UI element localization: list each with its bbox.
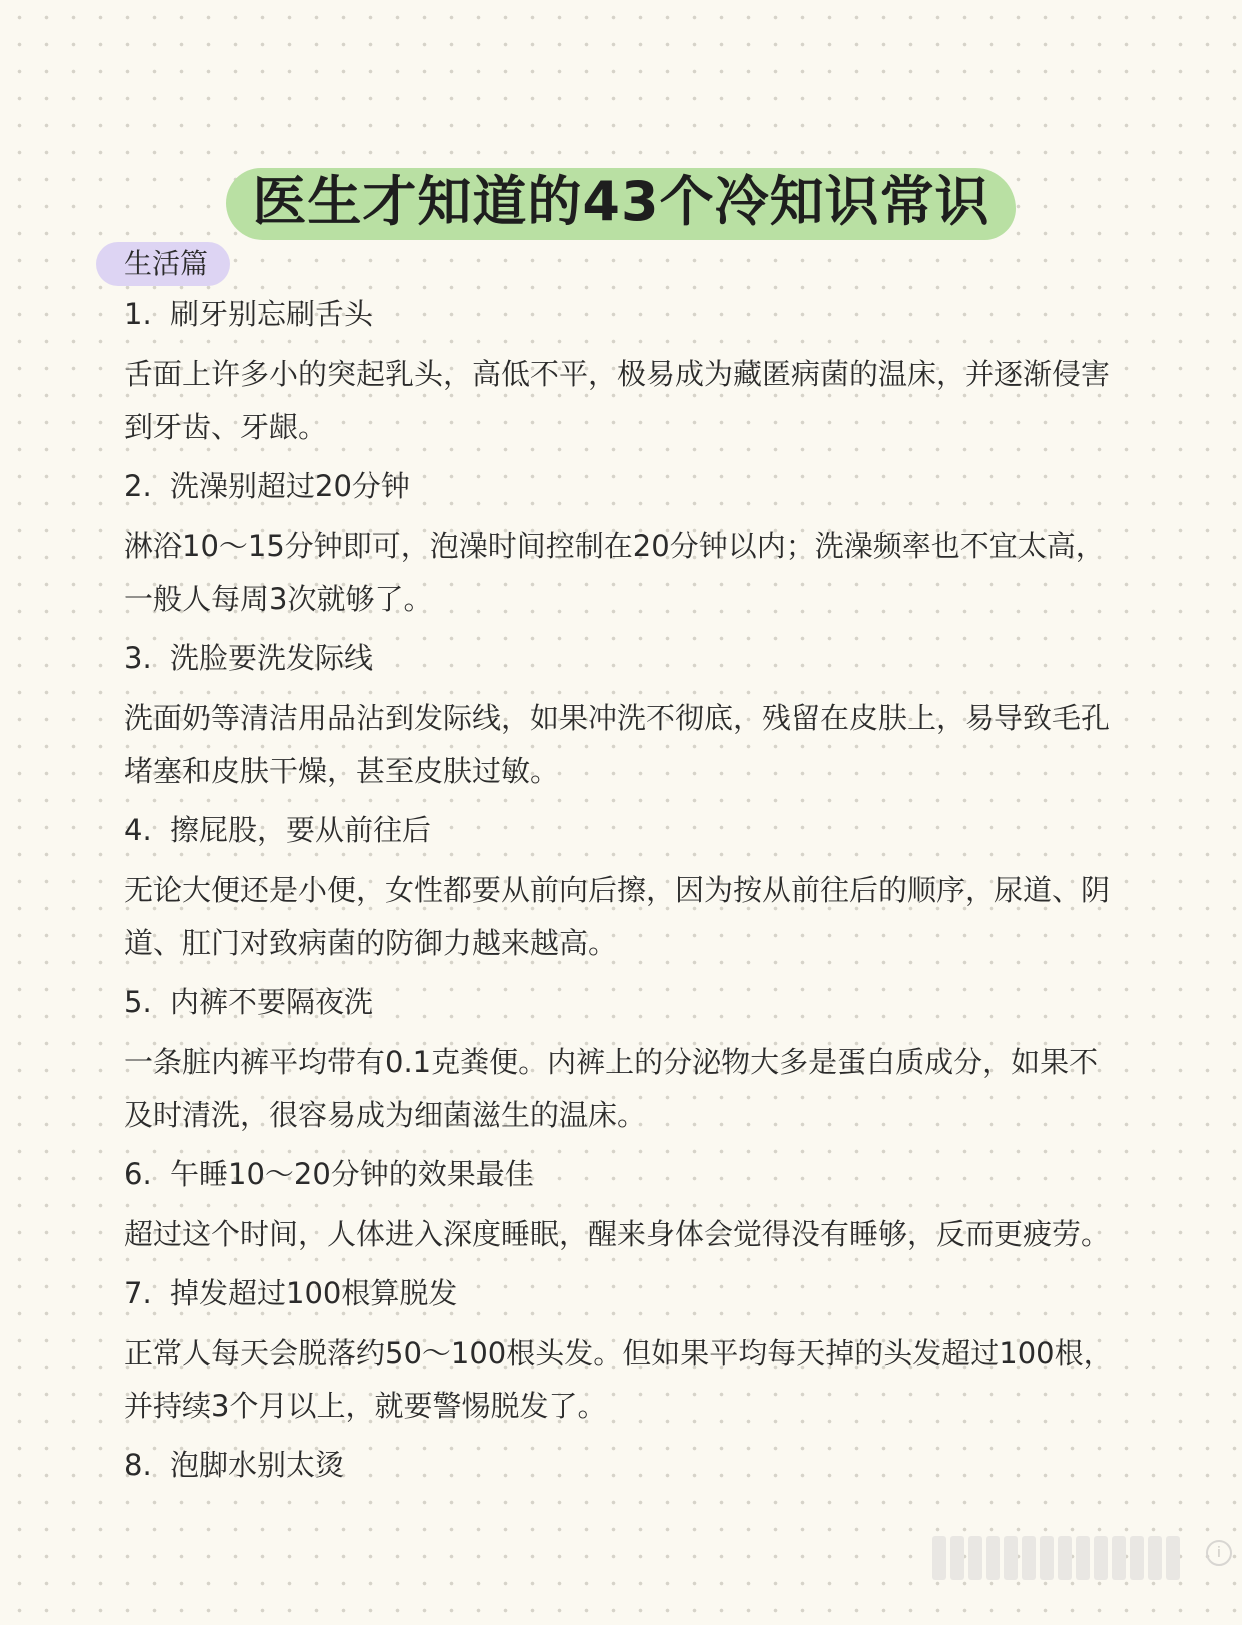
watermark-bar xyxy=(950,1536,964,1580)
watermark-bars xyxy=(932,1536,1180,1580)
item-heading-text: 洗脸要洗发际线 xyxy=(170,641,374,675)
item-number: 6. xyxy=(124,1157,152,1191)
list-item xyxy=(124,1445,1114,1485)
list-item xyxy=(124,982,1114,1142)
list-item xyxy=(124,294,1114,454)
info-icon: i xyxy=(1206,1540,1232,1566)
item-heading-text: 刷牙别忘刷舌头 xyxy=(170,297,374,331)
watermark-bar xyxy=(1094,1536,1108,1580)
watermark-bar xyxy=(932,1536,946,1580)
list-item xyxy=(124,810,1114,970)
item-heading xyxy=(124,1273,1114,1313)
watermark-bar xyxy=(1040,1536,1054,1580)
watermark-bar xyxy=(1148,1536,1162,1580)
watermark-bar xyxy=(1112,1536,1126,1580)
watermark-bar xyxy=(1022,1536,1036,1580)
item-body: 正常人每天会脱落约50～100根头发。但如果平均每天掉的头发超过100根，并持续3个月以上，就要警惕脱发了。 xyxy=(124,1336,1113,1423)
list-item xyxy=(124,466,1114,626)
item-heading-text: 擦屁股，要从前往后 xyxy=(170,813,432,847)
watermark-bar xyxy=(968,1536,982,1580)
tips-list xyxy=(124,294,1114,1499)
item-body: 一条脏内裤平均带有0.1克粪便。内裤上的分泌物大多是蛋白质成分，如果不及时清洗，很容易成为细菌滋生的温床。 xyxy=(124,1045,1099,1132)
item-body: 无论大便还是小便，女性都要从前向后擦，因为按从前往后的顺序，尿道、阴道、肛门对致病菌的防御力越来越高。 xyxy=(124,873,1111,960)
item-body: 洗面奶等清洁用品沾到发际线，如果冲洗不彻底，残留在皮肤上，易导致毛孔堵塞和皮肤干燥，甚至皮肤过敏。 xyxy=(124,701,1111,788)
item-heading xyxy=(124,982,1114,1022)
item-heading-text: 泡脚水别太烫 xyxy=(170,1448,345,1482)
item-number: 1. xyxy=(124,297,152,331)
item-number: 4. xyxy=(124,813,152,847)
watermark-bar xyxy=(1004,1536,1018,1580)
item-heading xyxy=(124,1445,1114,1485)
item-heading xyxy=(124,294,1114,334)
watermark-bar xyxy=(1166,1536,1180,1580)
list-item xyxy=(124,1154,1114,1261)
item-heading-text: 掉发超过100根算脱发 xyxy=(170,1276,458,1310)
item-body: 淋浴10～15分钟即可，泡澡时间控制在20分钟以内；洗澡频率也不宜太高，一般人每周3次就够了。 xyxy=(124,529,1105,616)
watermark-bar xyxy=(1058,1536,1072,1580)
item-heading-text: 内裤不要隔夜洗 xyxy=(170,985,374,1019)
item-heading-text: 洗澡别超过20分钟 xyxy=(170,469,410,503)
item-heading xyxy=(124,638,1114,678)
item-heading xyxy=(124,466,1114,506)
item-number: 2. xyxy=(124,469,152,503)
section-tag: 生活篇 xyxy=(96,242,230,286)
watermark-bar xyxy=(1076,1536,1090,1580)
item-number: 3. xyxy=(124,641,152,675)
item-number: 7. xyxy=(124,1276,152,1310)
item-body: 超过这个时间，人体进入深度睡眠，醒来身体会觉得没有睡够，反而更疲劳。 xyxy=(124,1217,1111,1251)
page-title xyxy=(226,160,1015,242)
item-heading xyxy=(124,810,1114,850)
item-heading xyxy=(124,1154,1114,1194)
title-container xyxy=(0,160,1242,242)
item-body: 舌面上许多小的突起乳头，高低不平，极易成为藏匿病菌的温床，并逐渐侵害到牙齿、牙龈。 xyxy=(124,357,1111,444)
page-title-text: 医生才知道的43个冷知识常识 xyxy=(252,170,990,233)
item-number: 5. xyxy=(124,985,152,1019)
watermark-bar xyxy=(1130,1536,1144,1580)
item-heading-text: 午睡10～20分钟的效果最佳 xyxy=(170,1157,534,1191)
item-number: 8. xyxy=(124,1448,152,1482)
list-item xyxy=(124,638,1114,798)
list-item xyxy=(124,1273,1114,1433)
watermark-bar xyxy=(986,1536,1000,1580)
